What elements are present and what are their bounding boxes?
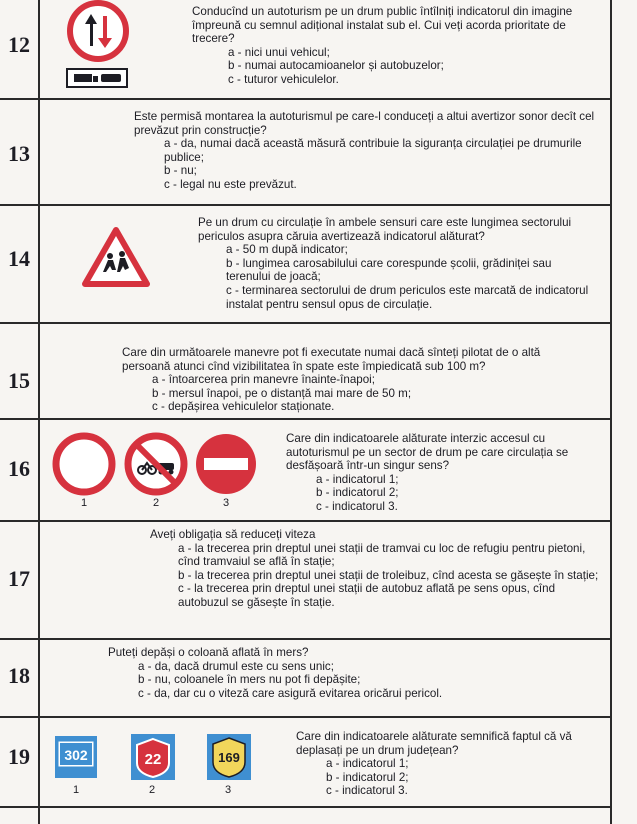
sign-label: 3	[222, 497, 230, 509]
question-number: 17	[8, 566, 30, 591]
answer-option[interactable]: a - la trecerea prin dreptul unei stații de tramvai cu loc de refugiu pentru pietoni, cînd tramvaiul se află în stație;	[178, 541, 586, 569]
answer-option[interactable]: b - nu;	[164, 164, 197, 178]
answer-option[interactable]: b - nu, coloanele în mers nu pot fi depășite;	[138, 673, 361, 687]
question-text: Este permisă montarea la autoturismul pe care-l conduceți a altui avertizor sonor decît cel prevăzut prin construcție?	[134, 110, 595, 137]
question-17	[150, 528, 600, 610]
answer-option[interactable]: b - lungimea carosabilului care corespunde școlii, grădiniței sau terenului de joacă;	[226, 256, 552, 284]
sign-number-text: 22	[144, 751, 162, 768]
answer-option[interactable]: a - indicatorul 1;	[316, 472, 399, 486]
no-motor-vehicles-sign-icon	[124, 432, 188, 496]
sign-label: 2	[148, 784, 156, 796]
oncoming-priority-sign-icon	[66, 0, 130, 62]
question-text: Care din următoarele manevre pot fi executate numai dacă sînteți pilotat de o altă persoană atunci cînd vizibilitatea în spate este împiedicată sub 100 m?	[122, 346, 541, 373]
question-text: Puteți depăși o coloană aflată în mers?	[108, 646, 309, 659]
question-text: Care din indicatoarele alăturate interzic accesul cu autoturismul pe un sector de drum pe care circulația se desfășoară într-un singur sens?	[286, 432, 569, 473]
question-number: 18	[8, 663, 30, 688]
question-19	[296, 730, 602, 798]
sign-label: 1	[80, 497, 88, 509]
question-text: Pe un drum cu circulație în ambele sensuri care este lungimea sectorului periculos asupra căruia avertizează indicatorul alăturat?	[198, 216, 572, 243]
question-15	[122, 346, 552, 414]
answer-option[interactable]: a - întoarcerea prin manevre înainte-înapoi;	[152, 373, 375, 387]
question-number: 14	[8, 246, 30, 271]
answer-option[interactable]: c - legal nu este prevăzut.	[164, 177, 297, 191]
answer-option[interactable]: a - da, numai dacă această măsură contribuie la siguranța circulației pe drumurile publice;	[164, 137, 582, 164]
question-text: Aveți obligația să reduceți viteza	[150, 528, 316, 541]
sign-label: 1	[72, 784, 80, 796]
answer-option[interactable]: c - indicatorul 3.	[326, 784, 408, 798]
answer-option[interactable]: b - mersul înapoi, pe o distanță mai mare de 50 m;	[152, 386, 412, 400]
road-number-22-sign-icon	[130, 733, 176, 781]
answer-option[interactable]: a - nici unui vehicul;	[228, 45, 330, 59]
answer-option[interactable]: c - terminarea sectorului de drum periculos este marcată de indicatorul instalat pentru sensul opus de circulație.	[226, 283, 589, 311]
no-vehicles-sign-icon	[52, 432, 116, 496]
answer-option[interactable]: c - tuturor vehiculelor.	[228, 72, 339, 86]
answer-option[interactable]: b - numai autocamioanelor și autobuzelor;	[228, 59, 444, 73]
question-number: 13	[8, 141, 30, 166]
children-warning-sign-icon	[82, 226, 150, 288]
question-14	[198, 216, 598, 311]
road-number-302-sign-icon	[54, 735, 98, 779]
question-13	[134, 110, 604, 192]
answer-option[interactable]: b - indicatorul 2;	[326, 770, 409, 784]
truck-bus-panel-icon	[66, 68, 128, 88]
answer-option[interactable]: b - indicatorul 2;	[316, 486, 399, 500]
no-entry-sign-icon	[194, 432, 258, 496]
answer-option[interactable]: a - indicatorul 1;	[326, 757, 409, 771]
sign-label: 2	[152, 497, 160, 509]
answer-option[interactable]: b - la trecerea prin dreptul unei stații de troleibuz, cînd acesta se găsește în stație;	[178, 568, 599, 582]
sign-number-text: 169	[218, 750, 240, 765]
answer-option[interactable]: a - da, dacă drumul este cu sens unic;	[138, 659, 334, 673]
question-number: 16	[8, 456, 30, 481]
question-number: 15	[8, 368, 30, 393]
question-12	[192, 5, 592, 87]
answer-option[interactable]: a - 50 m după indicator;	[226, 243, 348, 257]
question-text: Care din indicatoarele alăturate semnifică faptul că vă deplasați pe un drum județean?	[296, 730, 572, 757]
answer-option[interactable]: c - da, dar cu o viteză care asigură evitarea oricărui pericol.	[138, 686, 443, 700]
question-number: 12	[8, 32, 30, 57]
road-number-169-sign-icon	[206, 733, 252, 781]
question-16	[286, 432, 602, 514]
answer-option[interactable]: c - la trecerea prin dreptul unei stații de autobuz aflată pe sens opus, cînd autobuzul se găsește în stație.	[178, 582, 556, 609]
question-number: 19	[8, 744, 30, 769]
sign-label: 3	[224, 784, 232, 796]
answer-option[interactable]: c - indicatorul 3.	[316, 499, 398, 513]
answer-option[interactable]: c - depășirea vehiculelor staționate.	[152, 400, 335, 414]
question-18	[108, 646, 568, 700]
question-text: Conducînd un autoturism pe un drum public întîlniți indicatorul din imagine împreună cu semnul adițional instalat sub el. Cui veți acorda prioritate de trecere?	[192, 5, 573, 46]
sign-number-text: 302	[64, 747, 88, 763]
